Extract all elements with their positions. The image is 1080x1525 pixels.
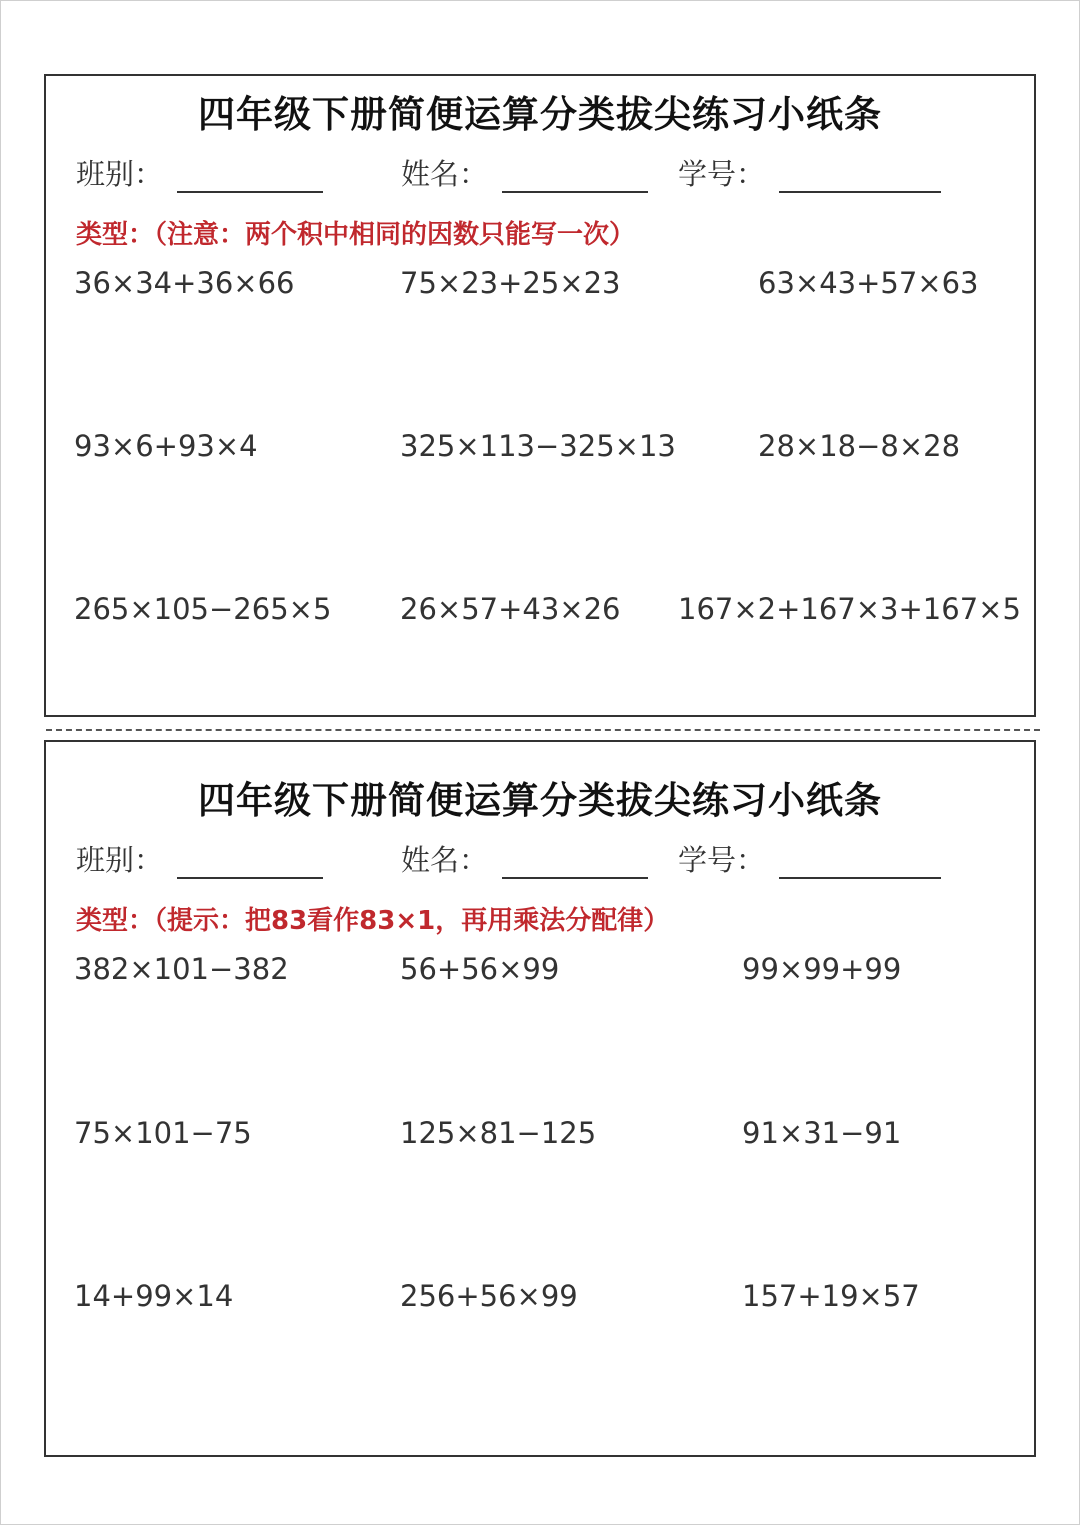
worksheet-strip-1 [44, 74, 1036, 717]
sheet-title: 四年级下册简便运算分类拔尖练习小纸条 [198, 779, 882, 822]
class-field [76, 838, 323, 879]
class-label: 班别： [76, 157, 164, 191]
problem: 167×2+167×3+167×5 [678, 592, 1021, 626]
problem: 93×6+93×4 [74, 429, 258, 463]
name-blank[interactable] [502, 171, 648, 193]
problem: 14+99×14 [74, 1279, 234, 1313]
type-note: 类型：（提示：把83看作83×1，再用乘法分配律） [76, 906, 670, 936]
student-id-label: 学号： [678, 843, 766, 877]
class-blank[interactable] [177, 857, 323, 879]
problem: 75×23+25×23 [400, 266, 621, 300]
problem: 36×34+36×66 [74, 266, 295, 300]
problem: 63×43+57×63 [758, 266, 979, 300]
student-id-field [678, 152, 941, 193]
problem: 91×31−91 [742, 1116, 902, 1150]
problem: 125×81−125 [400, 1116, 597, 1150]
class-label: 班别： [76, 843, 164, 877]
class-field [76, 152, 323, 193]
problem: 75×101−75 [74, 1116, 252, 1150]
student-id-field [678, 838, 941, 879]
problem: 157+19×57 [742, 1279, 920, 1313]
problem: 99×99+99 [742, 952, 902, 986]
problem: 256+56×99 [400, 1279, 578, 1313]
sheet-title: 四年级下册简便运算分类拔尖练习小纸条 [198, 93, 882, 136]
student-info-row [46, 152, 1034, 192]
student-id-blank[interactable] [779, 171, 941, 193]
student-id-label: 学号： [678, 157, 766, 191]
problem: 26×57+43×26 [400, 592, 621, 626]
class-blank[interactable] [177, 171, 323, 193]
type-note: 类型：（注意：两个积中相同的因数只能写一次） [76, 220, 636, 250]
name-blank[interactable] [502, 857, 648, 879]
student-info-row [46, 838, 1034, 878]
name-field [401, 152, 648, 193]
student-id-blank[interactable] [779, 857, 941, 879]
problem: 56+56×99 [400, 952, 560, 986]
name-field [401, 838, 648, 879]
worksheet-strip-2 [44, 740, 1036, 1457]
problem: 28×18−8×28 [758, 429, 961, 463]
cut-line-divider [46, 729, 1040, 731]
problem: 325×113−325×13 [400, 429, 676, 463]
problem: 382×101−382 [74, 952, 289, 986]
name-label: 姓名： [401, 157, 489, 191]
problem: 265×105−265×5 [74, 592, 332, 626]
name-label: 姓名： [401, 843, 489, 877]
